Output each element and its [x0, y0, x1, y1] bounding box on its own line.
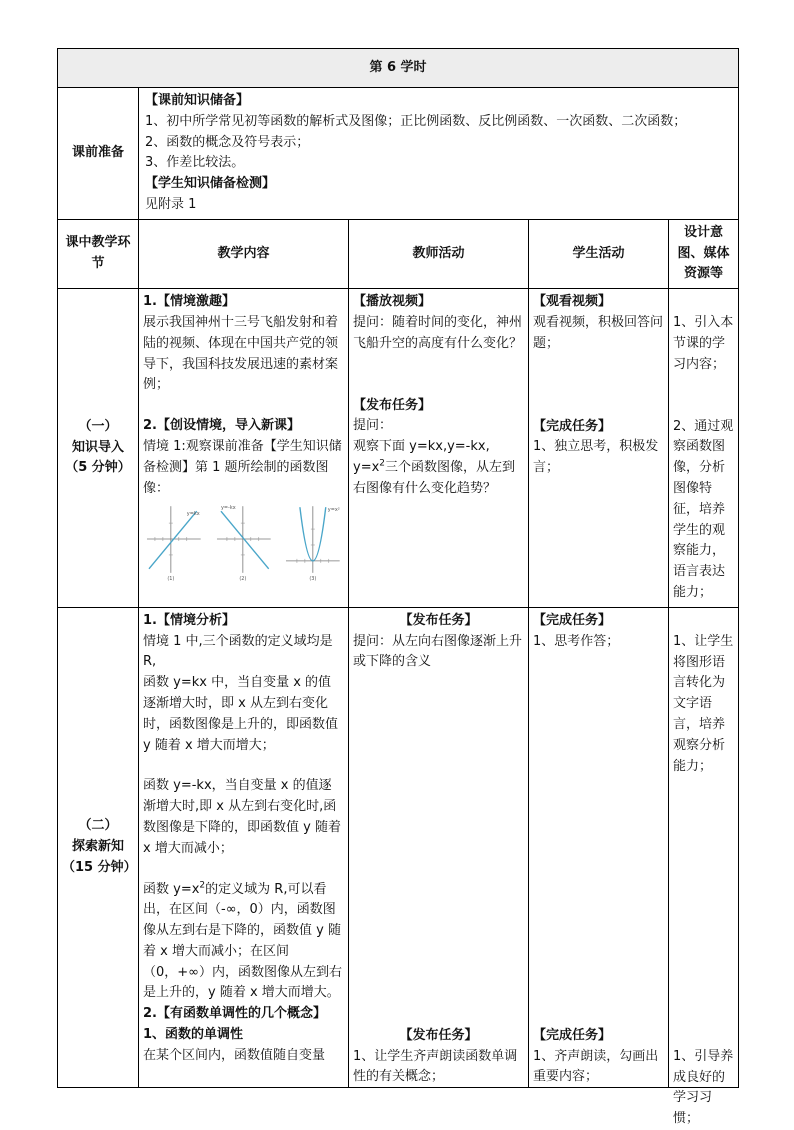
teacher-text-part: 三个函数图像，从左到右图像有什么变化趋势？ [353, 459, 516, 496]
teacher-text: 提问： [353, 418, 393, 434]
graph-label: y=-kx [220, 505, 236, 512]
graph-label: y=x² [328, 507, 341, 514]
lesson-title: 第 6 学时 [58, 49, 739, 88]
student-text: 1、齐声朗读，勾画出重要内容； [533, 1048, 659, 1085]
content-subheading: 1、函数的单调性 [143, 1027, 244, 1043]
graph-caption: (2) [238, 576, 247, 582]
student-text: 1、思考作答； [533, 633, 620, 649]
graph-y-neg-kx [213, 503, 275, 581]
teacher-text [353, 437, 524, 499]
content-text-part: 的定义域为 R,可以看出，在区间（-∞，0）内，函数图像从左到右是下降的，函数值 y 随着 x 增大而减小；在区间（0，+∞）内，函数图像从左到右是上升的，y 随着 x 增大而增大。 [143, 881, 342, 1001]
prep-line: 见附录 1 [145, 196, 197, 212]
content-text: 函数 y=kx 中，当自变量 x 的值逐渐增大时，即 x 从左到右变化时，函数图像是上升的，即函数值 y 随着 x 增大而增大； [143, 675, 339, 753]
teacher-text: 1、让学生齐声朗读函数单调性的有关概念； [353, 1048, 518, 1085]
phase-1-student [529, 289, 669, 608]
content-text: 在某个区间内，函数值随自变量 [143, 1047, 326, 1063]
phase-2-name: 探索新知 [71, 838, 124, 854]
content-text: 函数 y=-kx，当自变量 x 的值逐渐增大时,即 x 从左到右变化时,函数图像是下降的，即函数值 y 随着 x 增大而减小； [143, 778, 341, 856]
col-head-design: 设计意图、媒体资源等 [669, 219, 739, 288]
phase-2-student [529, 607, 669, 1087]
phase-1-content [139, 289, 349, 608]
superscript: 2 [199, 880, 206, 891]
teacher-heading: 【发布任务】 [399, 612, 478, 628]
student-text: 1、独立思考，积极发言； [533, 439, 659, 476]
content-text: 情境 1 中,三个函数的定义域均是 R, [143, 633, 333, 670]
phase-2-design [669, 607, 739, 1127]
design-text: 1、引导养成良好的学习习惯； [673, 1048, 734, 1127]
lesson-plan-table [57, 48, 739, 1127]
prep-content [139, 88, 739, 220]
prep-line: 2、函数的概念及符号表示； [145, 134, 310, 150]
teacher-heading: 【发布任务】 [399, 1027, 478, 1043]
prep-line: 1、初中所学常见初等函数的解析式及图像；正比例函数、反比例函数、一次函数、二次函数； [145, 113, 687, 129]
phase-2-teacher [349, 607, 529, 1087]
content-heading: 2.【有函数单调性的几个概念】 [143, 1006, 326, 1022]
student-text: 观看视频，积极回答问题； [533, 314, 664, 351]
content-text [143, 880, 344, 1005]
superscript: 2 [379, 458, 386, 469]
teacher-heading: 【播放视频】 [353, 294, 432, 310]
student-heading: 【完成任务】 [533, 418, 612, 434]
graph-y-kx [143, 503, 205, 581]
student-heading: 【完成任务】 [533, 1027, 612, 1043]
content-heading: 2.【创设情境，导入新课】 [143, 418, 300, 434]
col-head-content: 教学内容 [139, 219, 349, 288]
function-graphs [143, 503, 344, 581]
phase-1-number: （一） [78, 418, 118, 434]
phase-1-teacher [349, 289, 529, 608]
teacher-heading: 【发布任务】 [353, 397, 432, 413]
content-text: 情境 1:观察课前准备【学生知识储备检测】第 1 题所绘制的函数图像： [143, 438, 342, 496]
col-head-stage: 课中教学环节 [58, 219, 139, 288]
content-heading: 1.【情境激趣】 [143, 294, 235, 310]
graph-caption: (3) [309, 576, 317, 582]
graph-line [149, 512, 197, 570]
phase-1-label [58, 289, 139, 608]
teacher-text: 提问：随着时间的变化，神州飞船升空的高度有什么变化？ [353, 314, 523, 351]
graph-caption: (1) [167, 576, 175, 582]
graph-y-x-squared [282, 503, 344, 581]
phase-2-content [139, 607, 349, 1087]
content-text: 展示我国神州十三号飞船发射和着陆的视频、体现在中国共产党的领导下，我国科技发展迅速的素材案例； [143, 314, 339, 393]
col-head-student: 学生活动 [529, 219, 669, 288]
teacher-text-part: 观察下面 y=kx,y=-kx, y=x [353, 439, 490, 475]
phase-2-duration: （15 分钟） [62, 859, 137, 875]
content-heading: 1.【情境分析】 [143, 612, 235, 628]
prep-line: 3、作差比较法。 [145, 155, 245, 171]
phase-2-label [58, 607, 139, 1087]
design-text: 1、让学生将图形语言转化为文字语言，培养观察分析能力； [673, 633, 734, 774]
phase-1-design [669, 289, 739, 608]
phase-2-number: （二） [78, 818, 118, 834]
prep-line: 【学生知识储备检测】 [145, 176, 276, 192]
design-text: 1、引入本节课的学习内容； [673, 315, 734, 372]
graph-label: y=kx [186, 511, 200, 518]
phase-1-name: 知识导入 [71, 439, 124, 455]
design-text: 2、通过观察函数图像，分析图像特征，培养学生的观察能力，语言表达能力； [673, 418, 734, 600]
prep-label: 课前准备 [58, 88, 139, 220]
content-text-part: 函数 y=x [143, 881, 200, 897]
phase-1-duration: （5 分钟） [65, 460, 131, 476]
prep-line: 【课前知识储备】 [145, 93, 250, 108]
student-heading: 【观看视频】 [533, 294, 612, 310]
col-head-teacher: 教师活动 [349, 219, 529, 288]
graph-line [221, 512, 269, 570]
teacher-text: 提问：从左向右图像逐渐上升或下降的含义 [353, 633, 523, 670]
student-heading: 【完成任务】 [533, 612, 612, 628]
